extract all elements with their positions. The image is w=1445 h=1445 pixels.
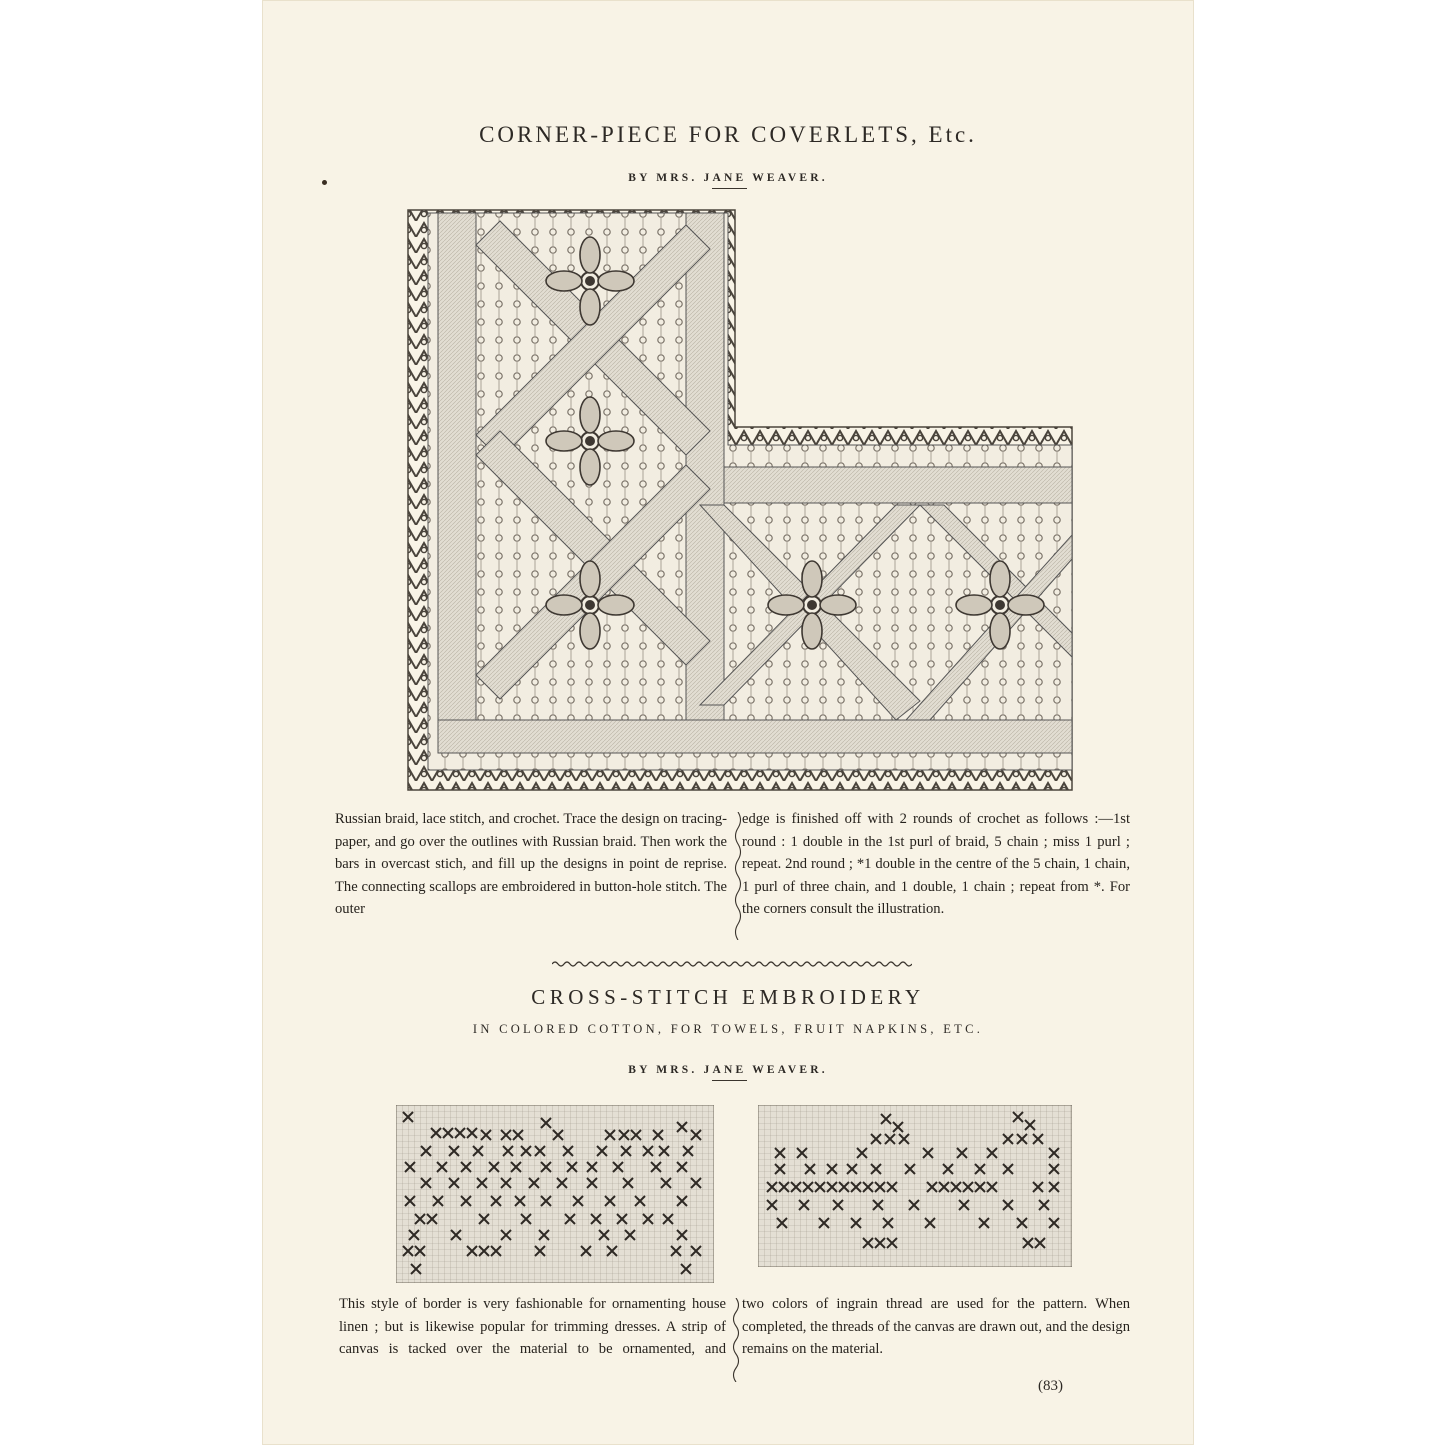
article-title: CORNER-PIECE FOR COVERLETS, Etc. — [479, 122, 977, 147]
corner-piece-illustration — [400, 205, 1080, 795]
article-body-left: Russian braid, lace stitch, and crochet. Trace the design on tracing-paper, and go over the outlines with Russian braid. Then work the bars in overcast stich, and fill up the designs in point de reprise. The connecting scallops are embroidered in button-hole stitch. The outer — [335, 811, 727, 918]
article-byline-2: BY MRS. JANE WEAVER. — [628, 1064, 828, 1076]
article-title-2: CROSS-STITCH EMBROIDERY — [531, 985, 925, 1009]
column-divider-wavy-2 — [730, 1298, 742, 1382]
article2-body-right: two colors of ingrain thread are used for the pattern. When completed, the threads of the canvas are drawn out, and the design remains on the material. — [742, 1296, 1130, 1358]
section-separator — [552, 958, 912, 970]
byline-underline — [712, 188, 747, 189]
article-subtitle-2: IN COLORED COTTON, FOR TOWELS, FRUIT NAPKINS, ETC. — [472, 1022, 984, 1036]
ink-speck — [322, 180, 327, 185]
article2-body-left: This style of border is very fashionable for ornamenting house linen ; but is likewise popular for trimming dresses. A strip of canvas is tacked over the material to be ornamented, and — [339, 1296, 726, 1358]
magazine-page — [262, 0, 1194, 1445]
article-byline: BY MRS. JANE WEAVER. — [628, 172, 828, 184]
page-number: (83) — [1038, 1378, 1063, 1394]
article-body-right: edge is finished off with 2 rounds of crochet as follows :—1st round : 1 double in the 1st purl of braid, 5 chain ; miss 1 purl ; repeat. 2nd round ; *1 double in the centre of the 5 chain, 1 chain, 1 purl of three chain, and 1 double, 1 chain ; repeat from *. For the corners consult the illustration. — [742, 811, 1130, 918]
byline-underline-2 — [712, 1080, 747, 1081]
cross-stitch-panel-right — [758, 1105, 1072, 1267]
cross-stitch-panel-left — [396, 1105, 714, 1283]
